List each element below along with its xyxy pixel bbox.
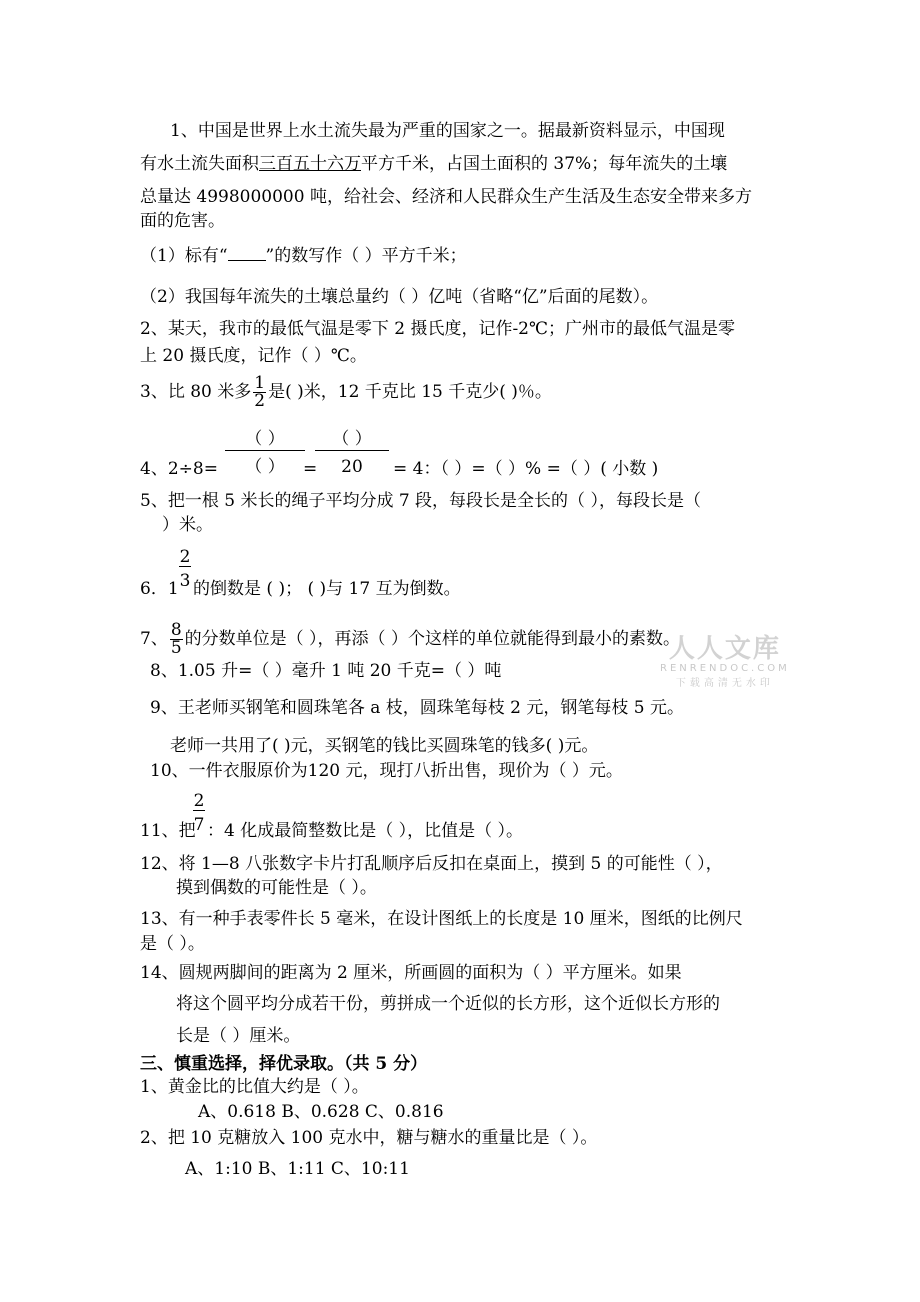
q14-line3: 长是（ ）厘米。	[176, 1026, 301, 1046]
q1-sub1	[140, 245, 467, 267]
section3-title: 三、慎重选择，择优录取。（共 5 分）	[140, 1054, 428, 1074]
q4-denominator-2: 20	[341, 457, 363, 477]
q9-line2: 老师一共用了( )元，买钢笔的钱比买圆珠笔的钱多( )元。	[170, 736, 599, 756]
q3-text-b: 是( )米，12 千克比 15 千克少( )％。	[268, 382, 552, 402]
q5-line1: 5、把一根 5 米长的绳子平均分成 7 段，每段长是全长的（ ），每段长是（	[140, 491, 701, 511]
q4-denominator-1: （ ）	[245, 457, 285, 477]
q3-line	[140, 375, 552, 410]
q3-denominator: 2	[254, 391, 266, 411]
q4-text-b: = 4：（ ）=（ ）% =（ ）( 小数 )	[393, 459, 659, 479]
q3-numerator: 1	[254, 373, 266, 393]
q7-text-b: 的分数单位是（ ），再添（ ）个这样的单位就能得到最小的素数。	[184, 629, 680, 649]
q12-line2: 摸到偶数的可能性是（ ）。	[176, 878, 377, 898]
q6-numerator: 2	[179, 547, 191, 567]
q1-underlined-number: 三百五十六万	[259, 154, 361, 174]
q7-line	[140, 622, 680, 657]
q1-sub1-blank	[228, 246, 266, 261]
choice2-question: 2、把 10 克糖放入 100 克水中，糖与糖水的重量比是（ ）。	[140, 1128, 598, 1148]
q1-line4: 面的危害。	[140, 211, 225, 231]
q8-line: 8、1.05 升=（ ）毫升 1 吨 20 千克=（ ）吨	[150, 661, 502, 681]
q1-line2-text-a: 有水土流失面积	[140, 154, 259, 174]
q1-line2	[140, 153, 727, 175]
q4-top-numerator-2: （ ）	[315, 428, 389, 451]
watermark-slogan: 下载高清无水印	[675, 678, 774, 689]
watermark-brand: 人人文库	[668, 634, 781, 664]
q6-denominator: 3	[179, 571, 191, 591]
q9-line1: 9、王老师买钢笔和圆珠笔各 a 枝，圆珠笔每枝 2 元，钢笔每枝 5 元。	[150, 698, 685, 718]
q14-line1: 14、圆规两脚间的距离为 2 厘米，所画圆的面积为（ ）平方厘米。如果	[140, 963, 682, 983]
q10-line: 10、一件衣服原价为120 元，现打八折出售，现价为（ ）元。	[150, 761, 623, 781]
q1-line2-text-b: 平方千米，占国土面积的 37%；每年流失的土壤	[361, 154, 728, 174]
choice1-options: A、0.618 B、0.628 C、0.816	[198, 1102, 444, 1122]
q7-numerator: 8	[170, 620, 182, 640]
q11-denominator: 7	[193, 815, 205, 835]
choice2-options: A、1:10 B、1:11 C、10:11	[185, 1159, 410, 1179]
q13-line2: 是（ ）。	[140, 934, 205, 954]
q6-text-a: 6．1	[140, 579, 179, 599]
q5-line2: ）米。	[162, 515, 213, 535]
q13-line1: 13、有一种手表零件长 5 毫米，在设计图纸上的长度是 10 厘米，图纸的比例尺	[140, 909, 743, 929]
q4-text-a: 4、2÷8=	[140, 459, 218, 479]
choice1-question: 1、黄金比的比值大约是（ ）。	[140, 1077, 369, 1097]
q12-line1: 12、将 1—8 八张数字卡片打乱顺序后反扣在桌面上，摸到 5 的可能性（ ），	[140, 854, 723, 874]
q14-line2: 将这个圆平均分成若干份，剪拼成一个近似的长方形，这个近似长方形的	[176, 994, 720, 1014]
q3-text-a: 3、比 80 米多	[140, 382, 252, 402]
q2-line2: 上 20 摄氏度，记作（ ）℃。	[140, 346, 367, 366]
watermark	[660, 628, 790, 689]
q1-sub2: （2）我国每年流失的土壤总量约（ ）亿吨（省略“亿”后面的尾数）。	[140, 287, 659, 307]
q7-text-a: 7、	[140, 629, 168, 649]
q7-fraction	[170, 622, 183, 657]
q11-numerator: 2	[193, 791, 205, 811]
q2-line1: 2、某天，我市的最低气温是零下 2 摄氏度，记作-2℃；广州市的最低气温是零	[140, 319, 736, 339]
q1-sub1-text-b: ”的数写作（ ）平方千米；	[265, 246, 467, 266]
q6-text-b: 的倒数是 ( )； ( )与 17 互为倒数。	[193, 579, 461, 599]
q1-line1: 1、中国是世界上水土流失最为严重的国家之一。据最新资料显示，中国现	[170, 121, 725, 141]
q7-denominator: 5	[170, 638, 182, 658]
watermark-domain: RENRENDOC.COM	[660, 663, 790, 674]
q4-equals: =	[303, 459, 318, 479]
q1-sub1-text-a: （1）标有“	[140, 246, 228, 266]
q11-text-b: ：4 化成最简整数比是（ ），比值是（ ）。	[207, 821, 524, 841]
q11-text-a: 11、把	[140, 821, 196, 841]
q3-fraction	[253, 375, 266, 410]
q1-line3: 总量达 4998000000 吨，给社会、经济和人民群众生产生活及生态安全带来多方	[140, 187, 752, 207]
q4-top-numerator-1: （ ）	[225, 428, 305, 451]
